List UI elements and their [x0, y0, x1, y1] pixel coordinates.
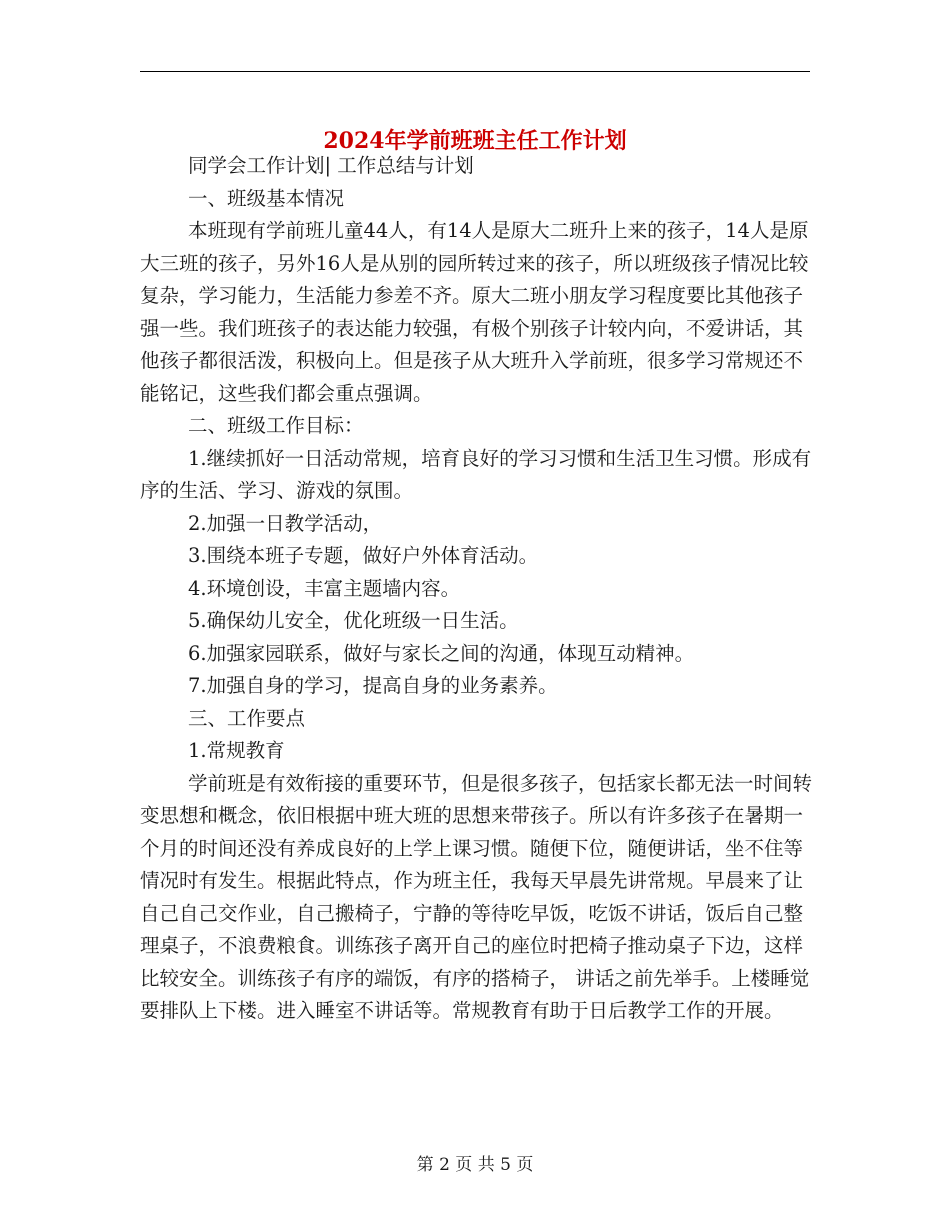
paragraph-subtitle: 同学会工作计划| 工作总结与计划 — [188, 154, 474, 177]
heading-section-3: 三、工作要点 — [188, 706, 306, 730]
goal-item-2: 2.加强一日教学活动， — [188, 511, 383, 535]
heading-section-2: 二、班级工作目标： — [188, 414, 364, 437]
goal-item-4: 4.环境创设，丰富主题墙内容。 — [188, 576, 461, 600]
goal-item-5: 5.确保幼儿安全，优化班级一日生活。 — [188, 609, 519, 632]
heading-section-1: 一、班级基本情况 — [188, 186, 345, 210]
goal-item-7: 7.加强自身的学习，提高自身的业务素养。 — [188, 674, 558, 697]
paragraph-routine-education: 学前班是有效衔接的重要环节，但是很多孩子，包括家长都无法一时间转变思想和概念，依旧根据中班大班的思想来带孩子。所以有许多孩子在暑期一个月的时间还没有养成良好的上学上课习惯。随便下位，随便讲话，坐不住等情况时有发生。根据此特点，作为班主任，我每天早晨先讲常规。早晨来了让自己自己交作业，自己搬椅子，宁静的等待吃早饭，吃饭不讲话，饭后自己整理桌子，不浪费粮食。训练孩子离开自己的座位时把椅子推动桌子下边，这样比较安全。训练孩子有序的端饭，有序的搭椅子， 讲话之前先举手。上楼睡觉要排队上下楼。进入睡室不讲话等。常规教育有助于日后教学工作的开展。 — [140, 771, 813, 1022]
document-title: 2024年学前班班主任工作计划 — [323, 127, 627, 154]
goal-item-3: 3.围绕本班子专题，做好户外体育活动。 — [188, 544, 539, 567]
header-rule — [140, 71, 810, 72]
goal-item-6: 6.加强家园联系，做好与家长之间的沟通，体现互动精神。 — [188, 641, 695, 665]
page-number-footer: 第 2 页 共 5 页 — [416, 1155, 534, 1175]
goal-item-1: 1.继续抓好一日活动常规，培育良好的学习习惯和生活卫生习惯。形成有序的生活、学习、游戏的氛围。 — [140, 446, 812, 502]
subheading-routine-education: 1.常规教育 — [188, 739, 285, 762]
document-body — [140, 150, 812, 1028]
paragraph-class-situation: 本班现有学前班儿童44人，有14人是原大二班升上来的孩子，14人是原大三班的孩子，另外16人是从别的园所转过来的孩子，所以班级孩子情况比较复杂，学习能力，生活能力参差不齐。原大二班小朋友学习程度要比其他孩子强一些。我们班孩子的表达能力较强，有极个别孩子计较内向，不爱讲话，其他孩子都很活泼，积极向上。但是孩子从大班升入学前班，很多学习常规还不能铭记，这些我们都会重点强调。 — [140, 219, 809, 405]
